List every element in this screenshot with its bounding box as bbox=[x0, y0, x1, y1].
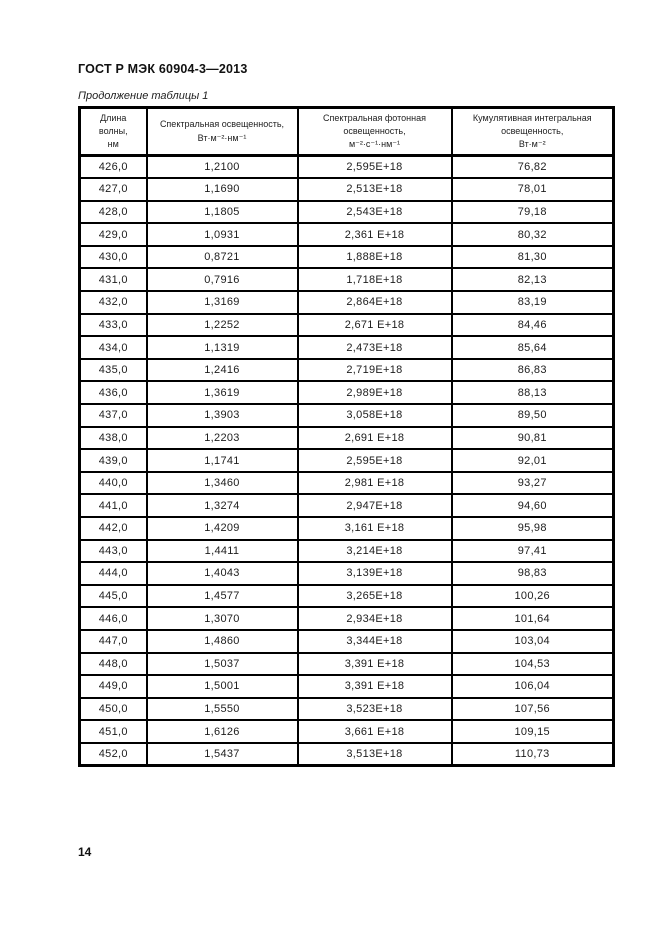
cell-photon-irradiance: 3,344E+18 bbox=[298, 630, 452, 653]
cell-spectral-irradiance: 1,4043 bbox=[147, 562, 298, 585]
cell-cumulative-irradiance: 78,01 bbox=[452, 178, 614, 201]
cell-cumulative-irradiance: 85,64 bbox=[452, 336, 614, 359]
table-row bbox=[80, 494, 614, 517]
cell-spectral-irradiance: 1,5550 bbox=[147, 698, 298, 721]
cell-wavelength: 430,0 bbox=[80, 246, 147, 269]
cell-photon-irradiance: 2,989E+18 bbox=[298, 381, 452, 404]
cell-spectral-irradiance: 1,1690 bbox=[147, 178, 298, 201]
table-row bbox=[80, 359, 614, 382]
table-row bbox=[80, 743, 614, 766]
cell-cumulative-irradiance: 82,13 bbox=[452, 268, 614, 291]
table-row bbox=[80, 404, 614, 427]
cell-photon-irradiance: 2,671 E+18 bbox=[298, 314, 452, 337]
cell-wavelength: 431,0 bbox=[80, 268, 147, 291]
cell-cumulative-irradiance: 90,81 bbox=[452, 427, 614, 450]
cell-cumulative-irradiance: 97,41 bbox=[452, 540, 614, 563]
table-row bbox=[80, 698, 614, 721]
table-row bbox=[80, 381, 614, 404]
cell-wavelength: 440,0 bbox=[80, 472, 147, 495]
cell-cumulative-irradiance: 98,83 bbox=[452, 562, 614, 585]
cell-wavelength: 449,0 bbox=[80, 675, 147, 698]
table-body bbox=[80, 156, 614, 766]
cell-spectral-irradiance: 1,0931 bbox=[147, 223, 298, 246]
cell-photon-irradiance: 2,361 E+18 bbox=[298, 223, 452, 246]
table-row bbox=[80, 720, 614, 743]
cell-photon-irradiance: 1,888E+18 bbox=[298, 246, 452, 269]
cell-wavelength: 436,0 bbox=[80, 381, 147, 404]
table-row bbox=[80, 246, 614, 269]
column-header-line: волны, bbox=[98, 125, 128, 136]
table-row bbox=[80, 517, 614, 540]
cell-wavelength: 446,0 bbox=[80, 607, 147, 630]
cell-cumulative-irradiance: 81,30 bbox=[452, 246, 614, 269]
cell-cumulative-irradiance: 103,04 bbox=[452, 630, 614, 653]
cell-spectral-irradiance: 1,4209 bbox=[147, 517, 298, 540]
cell-cumulative-irradiance: 94,60 bbox=[452, 494, 614, 517]
cell-wavelength: 442,0 bbox=[80, 517, 147, 540]
cell-photon-irradiance: 3,139E+18 bbox=[298, 562, 452, 585]
cell-cumulative-irradiance: 83,19 bbox=[452, 291, 614, 314]
cell-spectral-irradiance: 1,2416 bbox=[147, 359, 298, 382]
column-header-line: Длина bbox=[100, 112, 127, 123]
cell-wavelength: 452,0 bbox=[80, 743, 147, 766]
cell-spectral-irradiance: 1,1741 bbox=[147, 449, 298, 472]
spectral-irradiance-table bbox=[78, 106, 615, 767]
cell-cumulative-irradiance: 76,82 bbox=[452, 156, 614, 179]
cell-spectral-irradiance: 1,3169 bbox=[147, 291, 298, 314]
cell-photon-irradiance: 3,161 E+18 bbox=[298, 517, 452, 540]
table-row bbox=[80, 178, 614, 201]
table-row bbox=[80, 449, 614, 472]
cell-wavelength: 427,0 bbox=[80, 178, 147, 201]
cell-wavelength: 441,0 bbox=[80, 494, 147, 517]
table-row bbox=[80, 201, 614, 224]
column-header-line: Вт·м⁻² bbox=[518, 139, 546, 150]
cell-photon-irradiance: 3,523E+18 bbox=[298, 698, 452, 721]
cell-photon-irradiance: 3,661 E+18 bbox=[298, 720, 452, 743]
cell-photon-irradiance: 3,391 E+18 bbox=[298, 653, 452, 676]
cell-photon-irradiance: 2,934E+18 bbox=[298, 607, 452, 630]
cell-cumulative-irradiance: 101,64 bbox=[452, 607, 614, 630]
cell-wavelength: 426,0 bbox=[80, 156, 147, 179]
cell-spectral-irradiance: 1,4577 bbox=[147, 585, 298, 608]
cell-photon-irradiance: 1,718E+18 bbox=[298, 268, 452, 291]
cell-wavelength: 439,0 bbox=[80, 449, 147, 472]
cell-spectral-irradiance: 1,2252 bbox=[147, 314, 298, 337]
table-row bbox=[80, 540, 614, 563]
table-row bbox=[80, 336, 614, 359]
cell-wavelength: 433,0 bbox=[80, 314, 147, 337]
table-row bbox=[80, 268, 614, 291]
column-header-line: Кумулятивная интегральная bbox=[472, 112, 592, 123]
cell-cumulative-irradiance: 95,98 bbox=[452, 517, 614, 540]
column-header-photon-irradiance bbox=[298, 108, 452, 156]
cell-spectral-irradiance: 1,2203 bbox=[147, 427, 298, 450]
page-number: 14 bbox=[78, 845, 92, 859]
cell-wavelength: 435,0 bbox=[80, 359, 147, 382]
column-header-spectral-irradiance bbox=[147, 108, 298, 156]
cell-spectral-irradiance: 1,5437 bbox=[147, 743, 298, 766]
cell-cumulative-irradiance: 92,01 bbox=[452, 449, 614, 472]
table-row bbox=[80, 291, 614, 314]
column-header-line: освещенность, bbox=[343, 125, 406, 136]
column-header-line: Вт·м⁻²·нм⁻¹ bbox=[197, 132, 247, 143]
cell-cumulative-irradiance: 100,26 bbox=[452, 585, 614, 608]
cell-spectral-irradiance: 1,3460 bbox=[147, 472, 298, 495]
cell-wavelength: 445,0 bbox=[80, 585, 147, 608]
cell-cumulative-irradiance: 107,56 bbox=[452, 698, 614, 721]
cell-spectral-irradiance: 1,3070 bbox=[147, 607, 298, 630]
table-row bbox=[80, 675, 614, 698]
cell-photon-irradiance: 2,864E+18 bbox=[298, 291, 452, 314]
table-row bbox=[80, 607, 614, 630]
cell-wavelength: 437,0 bbox=[80, 404, 147, 427]
table-row bbox=[80, 562, 614, 585]
column-header-line: Спектральная фотонная bbox=[323, 112, 426, 123]
table-row bbox=[80, 223, 614, 246]
cell-photon-irradiance: 3,391 E+18 bbox=[298, 675, 452, 698]
table-row bbox=[80, 630, 614, 653]
table-row bbox=[80, 314, 614, 337]
cell-photon-irradiance: 3,058E+18 bbox=[298, 404, 452, 427]
header-row bbox=[80, 108, 614, 156]
cell-spectral-irradiance: 1,1319 bbox=[147, 336, 298, 359]
column-header-line: м⁻²·с⁻¹·нм⁻¹ bbox=[348, 139, 401, 150]
cell-photon-irradiance: 2,473E+18 bbox=[298, 336, 452, 359]
cell-photon-irradiance: 2,595E+18 bbox=[298, 449, 452, 472]
cell-spectral-irradiance: 1,2100 bbox=[147, 156, 298, 179]
cell-cumulative-irradiance: 89,50 bbox=[452, 404, 614, 427]
cell-spectral-irradiance: 0,7916 bbox=[147, 268, 298, 291]
cell-photon-irradiance: 2,981 E+18 bbox=[298, 472, 452, 495]
column-header-line: Спектральная освещенность, bbox=[159, 119, 285, 130]
cell-photon-irradiance: 2,595E+18 bbox=[298, 156, 452, 179]
cell-spectral-irradiance: 1,6126 bbox=[147, 720, 298, 743]
column-header-line: нм bbox=[107, 139, 119, 150]
cell-spectral-irradiance: 1,4411 bbox=[147, 540, 298, 563]
cell-wavelength: 443,0 bbox=[80, 540, 147, 563]
cell-photon-irradiance: 2,947E+18 bbox=[298, 494, 452, 517]
cell-wavelength: 429,0 bbox=[80, 223, 147, 246]
cell-cumulative-irradiance: 109,15 bbox=[452, 720, 614, 743]
cell-cumulative-irradiance: 88,13 bbox=[452, 381, 614, 404]
cell-photon-irradiance: 3,513E+18 bbox=[298, 743, 452, 766]
cell-spectral-irradiance: 1,3274 bbox=[147, 494, 298, 517]
cell-photon-irradiance: 2,513E+18 bbox=[298, 178, 452, 201]
cell-wavelength: 438,0 bbox=[80, 427, 147, 450]
table-row bbox=[80, 585, 614, 608]
table-row bbox=[80, 472, 614, 495]
table-row bbox=[80, 427, 614, 450]
cell-wavelength: 447,0 bbox=[80, 630, 147, 653]
cell-photon-irradiance: 2,543E+18 bbox=[298, 201, 452, 224]
table-row bbox=[80, 653, 614, 676]
column-header-line: освещенность, bbox=[501, 125, 564, 136]
cell-spectral-irradiance: 0,8721 bbox=[147, 246, 298, 269]
cell-wavelength: 428,0 bbox=[80, 201, 147, 224]
document-title: ГОСТ Р МЭК 60904-3—2013 bbox=[78, 62, 248, 76]
cell-cumulative-irradiance: 80,32 bbox=[452, 223, 614, 246]
cell-photon-irradiance: 3,265E+18 bbox=[298, 585, 452, 608]
cell-wavelength: 451,0 bbox=[80, 720, 147, 743]
column-header-wavelength bbox=[80, 108, 147, 156]
table-caption: Продолжение таблицы 1 bbox=[78, 90, 209, 102]
cell-photon-irradiance: 2,691 E+18 bbox=[298, 427, 452, 450]
table-header-row bbox=[80, 108, 614, 156]
cell-cumulative-irradiance: 93,27 bbox=[452, 472, 614, 495]
cell-cumulative-irradiance: 79,18 bbox=[452, 201, 614, 224]
cell-cumulative-irradiance: 104,53 bbox=[452, 653, 614, 676]
cell-wavelength: 432,0 bbox=[80, 291, 147, 314]
cell-cumulative-irradiance: 110,73 bbox=[452, 743, 614, 766]
cell-spectral-irradiance: 1,1805 bbox=[147, 201, 298, 224]
cell-wavelength: 450,0 bbox=[80, 698, 147, 721]
column-header-cumulative-irradiance bbox=[452, 108, 614, 156]
cell-wavelength: 444,0 bbox=[80, 562, 147, 585]
cell-wavelength: 434,0 bbox=[80, 336, 147, 359]
cell-spectral-irradiance: 1,5001 bbox=[147, 675, 298, 698]
cell-cumulative-irradiance: 84,46 bbox=[452, 314, 614, 337]
cell-photon-irradiance: 2,719E+18 bbox=[298, 359, 452, 382]
cell-spectral-irradiance: 1,5037 bbox=[147, 653, 298, 676]
cell-spectral-irradiance: 1,3903 bbox=[147, 404, 298, 427]
cell-spectral-irradiance: 1,4860 bbox=[147, 630, 298, 653]
cell-cumulative-irradiance: 86,83 bbox=[452, 359, 614, 382]
table-row bbox=[80, 156, 614, 179]
cell-wavelength: 448,0 bbox=[80, 653, 147, 676]
cell-spectral-irradiance: 1,3619 bbox=[147, 381, 298, 404]
cell-cumulative-irradiance: 106,04 bbox=[452, 675, 614, 698]
cell-photon-irradiance: 3,214E+18 bbox=[298, 540, 452, 563]
